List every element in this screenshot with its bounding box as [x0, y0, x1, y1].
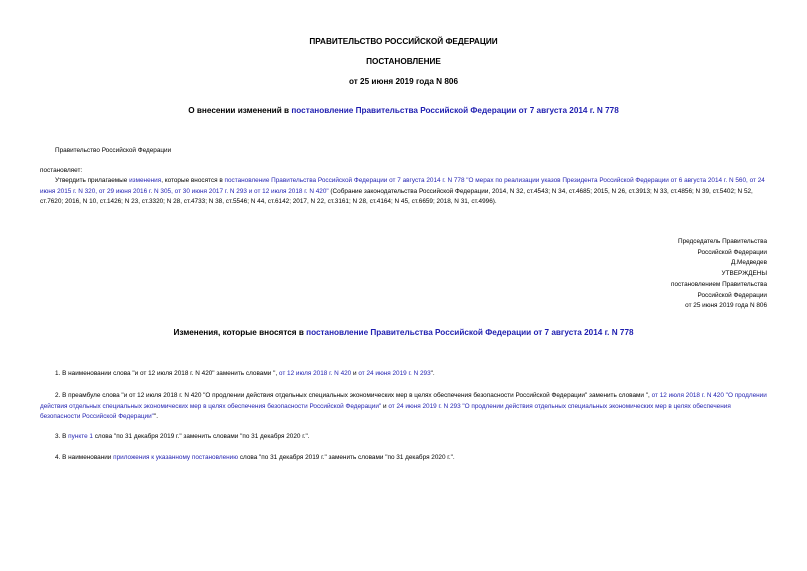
item1-text-1: 1. В наименовании слова "и от 12 июля 2018 г. N 420" заменить словами ", [55, 370, 279, 377]
para1-text-1: Утвердить прилагаемые [55, 177, 130, 184]
para1-link-changes[interactable]: изменения [129, 177, 162, 184]
item2-link-1[interactable]: от 12 июля 2018 г. N 420 "О продлении действия отдельных специальных экономических мер в целях обеспечения безопасности Российской Федерации" [40, 392, 767, 410]
item1-text-2: и [351, 370, 359, 377]
doc-title-link[interactable]: постановление Правительства Российской Федерации от 7 августа 2014 г. N 778 [291, 106, 619, 115]
change-item-4 [40, 453, 768, 464]
item3-text-1: 3. В [55, 433, 69, 440]
para1-text-3: (Собрание законодательства Российской Федерации, 2014, N 32, ст.4543; N 34, ст.4685; 2015, N 26, ст.3913; N 33, ст.4856; N 39, ст.5402; N 52, ст.7620; 2016, N 10, ст.1426; N 23, ст.3320; N 28, ст.4733; N 38, ст.5546; N 44, ст.6142; 2017, N 22, ст.3161; N 28, ст.4164; N 45, ст.6659; 2018, N 31, ст.4996). [40, 187, 753, 205]
doc-title-prefix: О внесении изменений в [188, 106, 292, 115]
item3-text-2: слова "по 31 декабря 2019 г." заменить словами "по 31 декабря 2020 г.". [92, 433, 310, 440]
government-heading: ПРАВИТЕЛЬСТВО РОССИЙСКОЙ ФЕДЕРАЦИИ [309, 37, 498, 46]
signature-line-2: Российской Федерации [697, 248, 767, 256]
item1-link-1[interactable]: от 12 июля 2018 г. N 420 [278, 370, 352, 377]
signature-line-1: Председатель Правительства [678, 238, 767, 245]
doc-type-heading: ПОСТАНОВЛЕНИЕ [366, 57, 441, 66]
item2-link-2[interactable]: от 24 июня 2019 г. N 293 "О продлении действия отдельных специальных экономических мер в целях обеспечения безопасности Российской Федерации" [40, 402, 731, 420]
doc-date-number: от 25 июня 2019 года N 806 [348, 77, 459, 86]
approved-line-3: Российской Федерации [697, 291, 767, 299]
item3-link-1[interactable]: пункте 1 [68, 433, 93, 440]
decrees-line: постановляет: [40, 167, 83, 174]
item4-text-2: слова "по 31 декабря 2019 г." заменить словами "по 31 декабря 2020 г.". [238, 454, 455, 461]
item4-text-1: 4. В наименовании [55, 454, 114, 461]
approved-line-1: УТВЕРЖДЕНЫ [721, 270, 767, 278]
changes-title-link[interactable]: постановление Правительства Российской Федерации от 7 августа 2014 г. N 778 [306, 328, 634, 337]
signature-block [671, 237, 767, 312]
item4-link-1[interactable]: приложения к указанному постановлению [113, 454, 239, 461]
approved-line-2: постановлением Правительства [671, 280, 767, 288]
signature-line-3: Д.Медведев [730, 259, 767, 267]
para1-text-2: , которые вносятся в [161, 177, 225, 184]
doc-title [0, 106, 807, 115]
approved-line-4: от 25 июня 2019 года N 806 [685, 302, 767, 310]
item2-text-1: 2. В преамбуле слова "и от 12 июля 2018 г. N 420 "О продлении действия отдельных специальных экономических мер в целях обеспечения безопасности Российской Федерации" заменить словами ", [55, 392, 652, 399]
changes-title [0, 328, 807, 337]
item2-text-3: ". [153, 413, 158, 420]
para1-link-decree[interactable]: постановление Правительства Российской Федерации от 7 августа 2014 г. N 778 "О мерах по реализации указов Президента Российской Федерации от 6 августа 2014 г. N 560, от 24 июня 2015 г. N 320, от 29 июня 2016 г. N 305, от 30 июня 2017 г. N 293 и от 12 июля 2018 г. N 420" [40, 177, 765, 195]
changes-title-prefix: Изменения, которые вносятся в [173, 328, 307, 337]
change-item-2 [40, 391, 768, 423]
change-item-1 [40, 369, 768, 380]
item1-link-2[interactable]: от 24 июня 2019 г. N 293 [358, 370, 431, 377]
paragraph-approve [40, 176, 768, 208]
item1-text-3: ". [430, 370, 435, 377]
government-line: Правительство Российской Федерации [55, 147, 172, 154]
item2-text-2: и [381, 402, 389, 410]
change-item-3 [40, 432, 768, 443]
